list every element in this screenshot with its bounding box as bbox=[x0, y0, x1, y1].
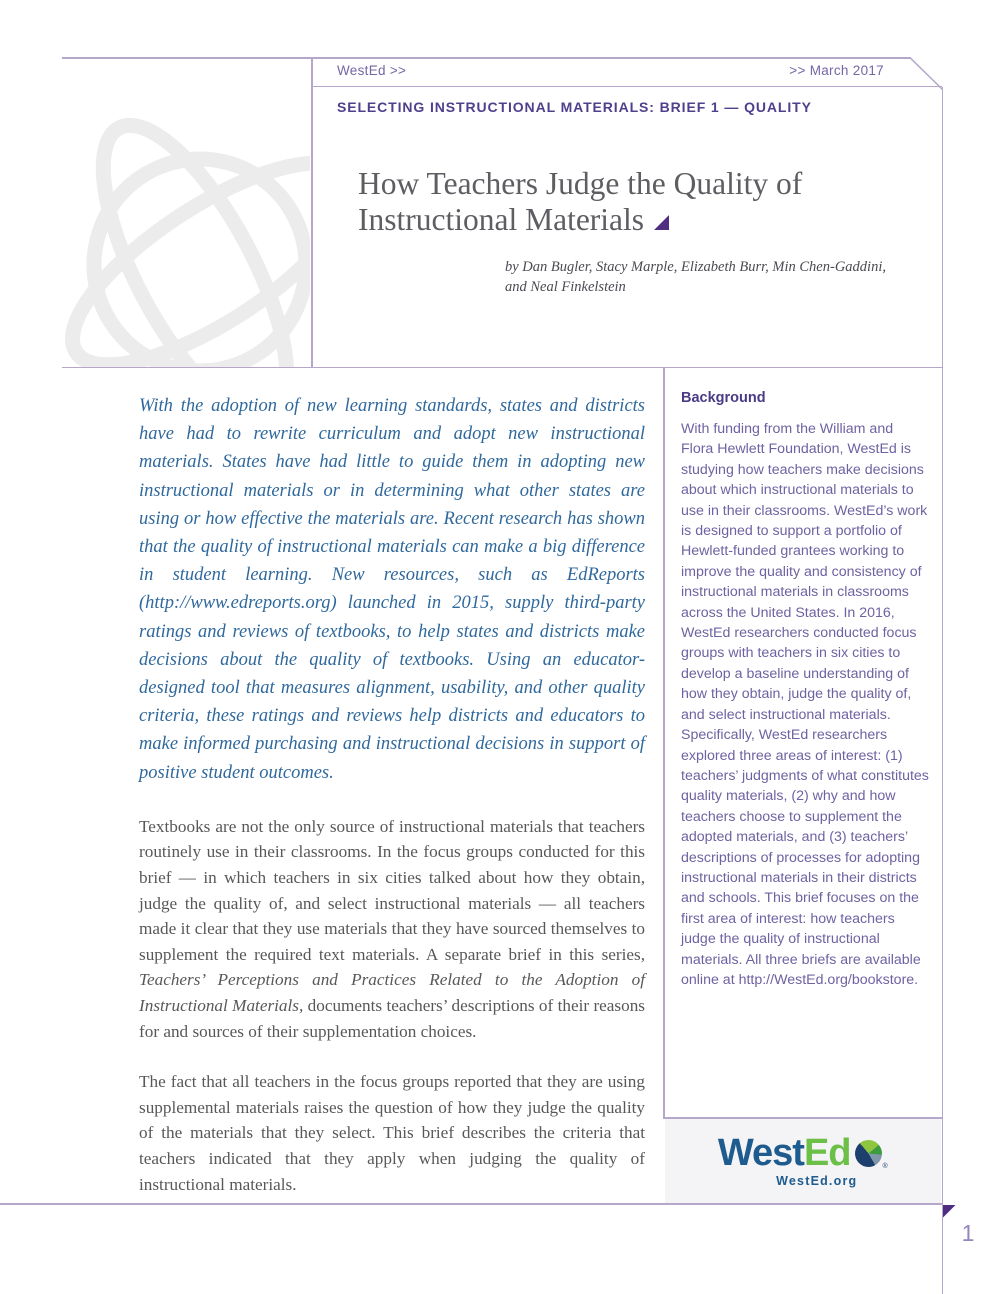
page-title bbox=[358, 166, 923, 238]
sidebar-heading: Background bbox=[681, 390, 766, 406]
header-brand: WestEd >> bbox=[337, 63, 407, 78]
byline bbox=[505, 258, 925, 297]
right-border-rule bbox=[942, 87, 944, 1294]
body-paragraph-2: The fact that all teachers in the focus groups reported that they are using supplemental materials raises the question of how they judge the quality of the materials that they select. This brief describes the criteria that teachers indicated that they apply when judging the quality of instructional materials. bbox=[139, 1072, 645, 1194]
wested-logo bbox=[717, 1131, 888, 1174]
sidebar-left-rule bbox=[663, 367, 665, 1119]
byline-line2: and Neal Finkelstein bbox=[505, 278, 626, 295]
series-title: SELECTING INSTRUCTIONAL MATERIALS: BRIEF 1 — QUALITY bbox=[337, 99, 812, 115]
page-title-line2: Instructional Materials bbox=[358, 202, 645, 237]
globe-icon bbox=[62, 59, 310, 367]
background-sidebar bbox=[681, 390, 929, 990]
header-underline-rule bbox=[311, 86, 942, 88]
body-paragraph-1-rest: documents teachers’ descriptions of their reasons for and sources of their supplementation choices. bbox=[139, 996, 645, 1041]
wested-globe-mark-icon bbox=[855, 1140, 882, 1167]
body-paragraph-1 bbox=[139, 814, 645, 1044]
byline-line1: by Dan Bugler, Stacy Marple, Elizabeth Burr, Min Chen-Gaddini, bbox=[505, 259, 886, 275]
globe-watermark bbox=[62, 59, 310, 367]
main-column bbox=[139, 392, 645, 1222]
sidebar-body: With funding from the William and Flora Hewlett Foundation, WestEd is studying how teachers make decisions about which instructional materials to use in their classrooms. WestEd’s work is designed to support a portfolio of Hewlett-funded grantees working to improve the quality and consistency of instructional materials in classrooms across the United States. In 2016, WestEd researchers conducted focus groups with teachers in six cities to develop a baseline understanding of how they obtain, judge the quality of, and select instructional materials. Specifically, WestEd researchers explored three areas of interest: (1) teachers’ judgments of what constitutes quality materials, (2) why and how teachers choose to supplement the adopted materials, and (3) teachers’ descriptions of processes for adopting instructional materials in their districts and schools. This brief focuses on the first area of interest: how teachers judge the quality of instructional materials. All three briefs are available online at http://WestEd.org/bookstore. bbox=[681, 421, 929, 988]
intro-paragraph: With the adoption of new learning standards, states and districts have had to rewrite curriculum and adopt new instructional materials. States have had little to guide them in adopting new instructional materials or in determining what other states are using or how effective the materials are. Recent research has shown that the quality of instructional materials can make a big difference in student learning. New resources, such as EdReports (http://www.edreports.org) launched in 2015, supply third-party ratings and reviews of textbooks, to help states and districts make decisions about the quality of textbooks. Using an educator-designed tool that measures alignment, usability, and other quality criteria, these ratings and reviews help districts and educators to make informed purchasing and instructional decisions in support of positive student outcomes. bbox=[139, 396, 645, 783]
page-number: 1 bbox=[961, 1220, 975, 1246]
registered-mark-icon: ® bbox=[882, 1162, 888, 1170]
globe-box-right-rule bbox=[311, 57, 313, 368]
body-paragraph-1-text: Textbooks are not the only source of instructional materials that teachers routinely use in their classrooms. In the focus groups conducted for this brief — in which teachers in six cities talked about how they obtain, judge the quality of, and select instructional materials — all teachers made it clear that they use materials that they have sourced themselves to supplement the required text materials. A separate brief in this series, bbox=[139, 816, 645, 964]
title-flag-icon bbox=[654, 215, 669, 230]
logo-ed-text: Ed bbox=[803, 1131, 851, 1174]
wested-logo-box bbox=[665, 1119, 942, 1204]
mid-rule bbox=[62, 367, 943, 369]
page-corner-flag-icon bbox=[943, 1205, 956, 1218]
header-date: >> March 2017 bbox=[789, 63, 884, 78]
body-paragraph-1-italic-title: Teachers’ Perceptions and Practices Related to the Adoption of Instructional Materials, bbox=[139, 970, 645, 1015]
page-title-line1: How Teachers Judge the Quality of bbox=[358, 166, 803, 201]
logo-url: WestEd.org bbox=[776, 1173, 858, 1188]
logo-west-text: West bbox=[717, 1131, 804, 1174]
